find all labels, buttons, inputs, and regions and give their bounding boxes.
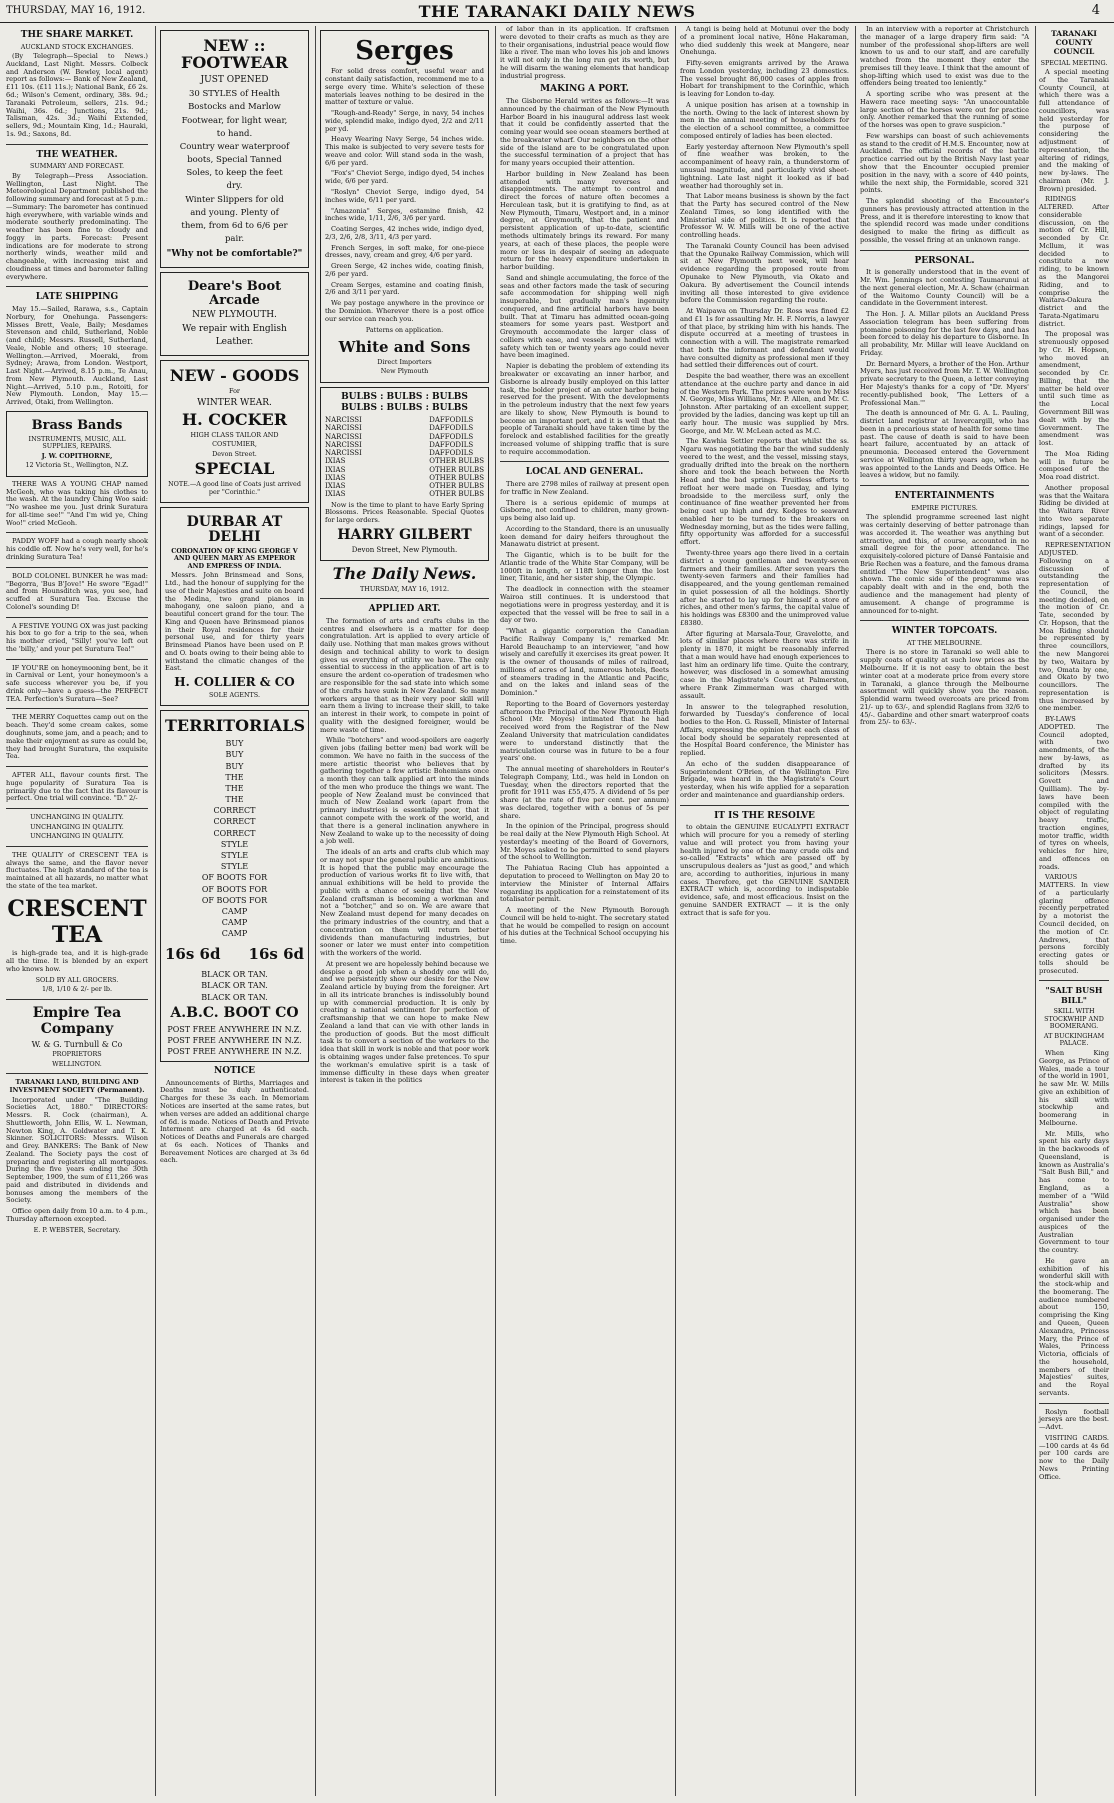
applied-art-para: At present we are hopelessly behind because we despise a good job when a shoddy one will do, and we persistently show our desire for the New Zealand article by buying from the foreigner. Art in all its intricate branches is indissolubly bound up with commercial production. It is only by creating a national sentiment for perfection of craftsmanship that we can hope to make New Zealand a land that can vie with other lands in the production of goods. But the most difficult task is to convert a section of the workers to the idea that skill in work is noble and that poor work is obtaining wages under false pretences. To spur the workman's emulative spirit is a task of immense difficulty in these days when greater interest is taken in the politics	[320, 959, 489, 1085]
bulb-item: IXIAS	[325, 457, 346, 466]
word: THE	[225, 783, 244, 793]
daily-news-nameplate: The Daily News.	[332, 563, 477, 583]
news-para: A sporting scribe who was present at the Hawera race meeting says: "An unaccountable large section of the horses were out for practice only. Another remarked that the running of some of the horses was open to grave suspicion."	[860, 90, 1029, 130]
news-para: Early yesterday afternoon New Plymouth's spell of fine weather was broken, to the accompaniment of heavy rain, a thunderstorm of unusual magnitude, and particularly vivid sheet-lightning. Late last night it looked as if bad weather had thoroughly set in.	[680, 142, 849, 190]
news-para: In answer to the telegraphed resolution, forwarded by Tuesday's conference of local bodies to the Hon. G. Russell, Minister of Internal Affairs, expressing the opinion that each class of local body should be separately represented at the Hospital Board conference, the Minister has replied.	[680, 702, 849, 758]
share-market-body: (By Telegraph—Special to News.) Auckland, Last Night. Messrs. Colbeck and Anderson (W. Bewley, local agent) report as follows:— Bank of New Zealand, £11 10s. (£11 11s.); National Bank, £6 2s. 6d.; Wilson's Cement, ordinary, 38s. 9d.; Taranaki Petroleum, sellers, 21s. 9d.; Waihi, 36s. 6d.; Junctions, 21s. 9d.; Talisman, 42s. 3d.; Waihi Extended, sellers, 9d.; Mountain King, 1d.; Hauraki, 1s. 9d.; Saxons, 8d.	[6, 52, 148, 138]
divider	[6, 567, 148, 568]
local-para: The Gigantic, which is to be built for the Atlantic trade of the White Star Company, will be 1000ft in length, or 118ft longer than the lost liner, Titanic, and her sister ship, the Olympic.	[500, 551, 669, 583]
territorials-prices	[165, 944, 304, 966]
footwear-line: to hand.	[216, 128, 253, 139]
bulb-item: OTHER BULBS	[429, 482, 484, 491]
bulb-item: OTHER BULBS	[429, 490, 484, 499]
news-para: At Waipawa on Thursday Dr. Ross was fined £2 and £1 1s for assaulting Mr. H. F. Norris, a lawyer of that place, by striking him with his hands. The dispute occurred at a meeting of trustees in connection with a will. The magistrate remarked that both the informant and defendant would have consulted dignity as professional men if they had settled their differences out of court.	[680, 307, 849, 370]
serge-item: "Rough-and-Ready" Serge, in navy, 54 inches wide, splendid make, indigo dyed, 2/2 and 2/11 per yd.	[325, 109, 484, 133]
footwear-line: and young. Plenty of	[190, 207, 279, 218]
shipping-body: May 15.—Sailed, Rarawa, s.s., Captain Norbury, for Onehunga. Passengers: Misses Brett, Veale, Baily; Mesdames Stevenson and child, Sutherland, Noble (and child); Messrs. Russell, Sutherland, Veale, Noble and others; 10 steerage. Wellington.—Arrived, Moeraki, from Sydney; Arawa, from London. Westport, Last Night.—Arrived, 8.15 p.m., Te Anau, from New Plymouth. Auckland, Last Night.—Arrived, 5.10 p.m., Rotoiti, for New Plymouth. London, May 15.—Arrived, Otaki, from Wellington.	[6, 305, 148, 407]
county-para: The Moa Riding will in future be composed of the Moa road district.	[1039, 449, 1109, 482]
footwear-ad	[160, 30, 309, 268]
entertainments-heading: ENTERTAINMENTS	[894, 491, 995, 502]
color-line: BLACK OR TAN.	[201, 970, 268, 980]
serge-item: "Fox's" Cheviot Serge, indigo dyed, 54 inches wide, 6/6 per yard.	[325, 169, 484, 186]
deare-leather: Leather.	[215, 337, 254, 348]
news-para: A unique position has arisen at a township in the north. Owing to the lack of interest shown by men in the annual meeting of householders for the election of a school committee, a committee composed entirely of ladies has been elected.	[680, 100, 849, 140]
news-para: An echo of the sudden disappearance of Superintendent O'Brien, of the Wellington Fire Brigade, was heard in the Magistrate's Court yesterday, when his wife applied for a separation order and maintenance and guardianship orders.	[680, 759, 849, 799]
divider	[6, 1073, 148, 1074]
visiting-cards-advt: VISITING CARDS.—100 cards at 4s 6d per 100 cards are now to the Daily News Printing Office.	[1039, 1433, 1109, 1481]
divider	[6, 617, 148, 618]
news-para: Despite the bad weather, there was an excellent attendance at the euchre party and dance in aid of the Western Park. The prizes were won by Miss N. George, Miss Williams, Mr. P. Allen, and Mr. C. Johnston. After partaking of an excellent supper, provided by the ladies, dancing was kept up till an early hour. The music was supplied by Mrs. George, and Mr. W. McLean acted as M.C.	[680, 372, 849, 435]
bulb-item: DAFFODILS	[429, 440, 474, 449]
footwear-line: Winter Slippers for old	[185, 194, 284, 205]
news-para: Few warships can boast of such achievements as stand to the credit of H.M.S. Encounter, now at Auckland. The official records of the battle practice carried out by the British Navy last year show that the Encounter occupied premier position in the navy, with a score of 440 points, while the next ship, the Formidable, scored 321 points.	[860, 131, 1029, 195]
bulb-item: OTHER BULBS	[429, 457, 484, 466]
harry-gilbert-title: HARRY GILBERT	[337, 526, 472, 543]
suratura-snippet: A FESTIVE YOUNG OX was just packing his box to go for a trip to the sea, when his mother cried, "Silly! you've left out the 'billy,' and your pet Suratura Tea!"	[6, 621, 148, 653]
cocker-title: NEW - GOODS	[169, 365, 300, 385]
applied-art-para: While "botchers" and wood-spoilers are eagerly given jobs (failing better men) bad work will be common. We have no faith in the success of the mere artistic theorist who believes that by gathering together a few artistic Bohemians once a month they can talk applied art into the minds of the men who produce the things we want. The people of New Zealand must be convinced that much of New Zealand work (apart from the primary industries) is essentially poor, that it cannot compete with the work of the world, and that there is a general inclination anywhere in New Zealand to wake up to the necessity of doing a job well.	[320, 736, 489, 846]
county-council-sub: SPECIAL MEETING.	[1040, 58, 1108, 67]
divider	[6, 708, 148, 709]
county-para: Another proposal was that the Waitara Riding be divided at the Waitara River into two separate ridings, lapsed for want of a seconder.	[1039, 483, 1109, 539]
cocker-note: NOTE.—A good line of Coats just arrived per "Corinthic."	[168, 480, 301, 496]
word: OF BOOTS FOR	[201, 884, 268, 894]
county-para: A special meeting of the Taranaki County Council, at which there was a full attendance of councillors, was held yesterday for the purpose of considering the adjustment of representation, the altering of ridings, and the making of new by-laws. The chairman (Mr. J. Brown) presided.	[1039, 68, 1109, 193]
divider	[1039, 980, 1109, 981]
price: 16s 6d	[165, 944, 221, 963]
divider	[860, 250, 1029, 251]
empire-tea-city: WELLINGTON.	[52, 1059, 102, 1068]
news-para: Twenty-three years ago there lived in a certain district a young gentleman and twenty-seven farmers and their families. After seven years the twenty-seven farmers and their families had disappeared, and the young gentleman remained in quiet possession of all the holdings. Shortly after he started to lay up for himself a store of riches, and other men's farms, the capital value of his holdings was £8300 and the unimproved value £8380.	[680, 549, 849, 627]
personal-para: It is generally understood that in the event of Mr. Wm. Jennings not contesting Taumarunui at the next general election, Mr. A. Schaw (chairman of the Waitomo County Council) will be a candidate in the Government interest.	[860, 268, 1029, 308]
territorials-title: TERRITORIALS	[165, 716, 306, 736]
abc-boot-title: A.B.C. BOOT CO	[170, 1004, 299, 1021]
cocker-trade2: COSTUMIER,	[212, 440, 257, 449]
divider	[6, 286, 148, 287]
bulb-item: IXIAS	[325, 465, 346, 474]
bulb-item: IXIAS	[325, 482, 346, 491]
local-para: The annual meeting of shareholders in Reuter's Telegraph Company, Ltd., was held in London on Tuesday, when the directors reported that the profit for 1911 was £55,475. A dividend of 5s per share (at the rate of five per cent. per annum) was declared, together with a bonus of 5s per share.	[500, 765, 669, 820]
durbar-agent: H. COLLIER & CO	[174, 675, 295, 690]
crescent-body: is high-grade tea, and it is high-grade all the time. It is blended by an expert who knows how.	[6, 949, 148, 974]
column-4	[495, 26, 673, 1796]
suratura-snippet: IF YOU'RE on honeymooning bent, be it in Carnival or Lent, your honeymoon's a safe success wherever you be, if you drink only—have a guess—the PERFECT TEA. Perfection's Suratura—See?	[6, 663, 148, 703]
serge-item: Heavy Wearing Navy Serge, 54 inches wide. This make is subjected to very severe tests for weave and color. Will stand soda in the wash, 6/6 per yard.	[325, 135, 484, 167]
salt-bush-para: When King George, as Prince of Wales, made a tour of the world in 1901, he saw Mr. W. Mills give an exhibition of his skill with stockwhip and boomerang in Melbourne.	[1039, 1048, 1109, 1127]
empire-tea-title: Empire Tea Company	[32, 1004, 122, 1038]
durbar-ad	[160, 507, 309, 706]
column-1	[2, 26, 152, 1796]
footwear-line: dry.	[226, 181, 243, 192]
column-5	[675, 26, 853, 1796]
weather-body: By Telegraph—Press Association. Wellington, Last Night. The Meteorological Department published the following summary and forecast at 5 p.m.:—Summary: The barometer has continued high everywhere, with variable winds and moderate southerly predominating. The weather has been fine to cloudy and foggy in parts. Forecast: Present indications are for moderate to strong northerly winds, weather mild and changeable, with increasing mist and cloudiness at times and barometer falling everywhere.	[6, 171, 148, 281]
serge-item: Cream Serges, estamine and coating finish, 2/6 and 3/11 per yard.	[325, 280, 484, 297]
personal-para: The death is announced of Mr. G. A. L. Pauling, district land registrar at Invercargill, who has been in a precarious state of health for some time past. The cause of death is said to have been heart failure, accentuated by an attack of pneumonia. Deceased entered the Government service at Wellington thirty years ago, when he was appointed to the Lands and Deeds Office. He leaves a widow, but no family.	[860, 409, 1029, 480]
empire-tea-role: PROPRIETORS	[52, 1050, 102, 1059]
suratura-snippet: PADDY WOFF had a cough nearly shook his coddle off. Now he's very well, for he's drinking Suratura Tea!	[6, 537, 148, 561]
county-para: VARIOUS MATTERS. In view of a particularly glaring offence recently perpetrated by a motorist the Council decided, on the motion of Cr. Andrews, that persons forcibly erecting gates or tolls should be prosecuted.	[1039, 873, 1109, 975]
footwear-line: 30 STYLES of Health	[188, 89, 281, 100]
personal-para: Dr. Bernard Myers, a brother of the Hon. Arthur Myers, has just received from Mr. T. W. Wellington private secretary to the Queen, a letter conveying Her Majesty's thanks for a copy of "Dr. Myers' recently-published book, 'The Letters of a Professional Man.'"	[860, 359, 1029, 407]
footwear-line: Bostocks and Marlow	[188, 102, 281, 113]
word: OF BOOTS FOR	[201, 895, 268, 905]
local-para: A meeting of the New Plymouth Borough Council will be held to-night. The secretary stated that he would be compelled to resign on account of his duties at the Technical School occupying his time.	[500, 906, 669, 946]
share-market-subheading: AUCKLAND STOCK EXCHANGES.	[20, 42, 134, 51]
divider	[6, 999, 148, 1000]
unchanging-line: UNCHANGING IN QUALITY.	[30, 822, 124, 831]
shipping-heading: LATE SHIPPING	[35, 292, 119, 303]
empire-tea-sub: W. & G. Turnbull & Co	[31, 1039, 123, 1049]
resolve-body: to obtain the GENUINE EUCALYPTI EXTRACT which will procure for you a remedy of sterling value and will protect you from having your health injured by one of the many crude oils and so-called "Extracts" which are passed off by unscrupulous dealers as "just as good," and which are, according to authorities, injurious in many cases. Therefore, get the GENUINE SANDER EXTRACT which is, according to indisputable evidence, safe, and most efficacious. Insist on the genuine SANDER EXTRACT — it is the only extract that is safe for you.	[680, 823, 849, 917]
serge-item: Green Serge, 42 inches wide, coating finish, 2/6 per yard.	[325, 262, 484, 278]
local-general-heading: LOCAL AND GENERAL.	[525, 467, 644, 478]
divider	[320, 598, 489, 599]
word: BUY	[225, 761, 244, 771]
cocker-name: H. COCKER	[181, 409, 288, 429]
footwear-just: JUST OPENED	[200, 74, 269, 85]
serge-item: "Roslyn" Cheviot Serge, indigo dyed, 54 inches wide, 6/11 per yard.	[325, 188, 484, 204]
footwear-line: Country wear waterproof	[179, 141, 290, 152]
color-line: BLACK OR TAN.	[201, 992, 268, 1002]
news-para: The Kawhia Settler reports that whilst the ss. Ngaru was negotiating the bar the wind suddenly veered to the west, and the vessel, missing stays, gradually drifted into the break on the northern shore and took the beach between the North Head and the bad springs. Fruitless efforts to refloat her were made on Tuesday, and lying broadside to the merciless surf, only the continuance of fine weather prevented her from being cast up high and dry. Kedges to seaward enabled her to be turned to the breakers on Wednesday morning, but as the tides were falling, fifty opportunity was afforded for a successful effort.	[680, 437, 849, 547]
brass-bands-ad	[6, 411, 148, 477]
deare-repair: We repair with English	[182, 323, 287, 334]
port-para: Sand and shingle accumulating, the force of the seas and other factors made the task of securing safe accommodation for shipping well nigh insuperable, but gradually man's ingenuity conquered, and fine artificial harbors have been built. That at Timaru has admitted ocean-going steamers for some years past. Westport and Greymouth accommodate the larger class of colliers with ease, and vessels are handled with safety which ten or twenty years ago could never have been imagined.	[500, 273, 669, 360]
local-para: "What a gigantic corporation the Canadian Pacific Railway Company is," remarked Mr. Harold Beauchamp to an interviewer, "and how wisely and carefully it exercises its great power. It is the owner of thousands of miles of railroad, millions of acres of land, numerous hotels, fleets of steamers trading in the Atlantic and Pacific, and on the lakes and inland seas of the Dominion."	[500, 627, 669, 698]
cocker-street: Devon Street.	[212, 449, 257, 458]
serges-postage: We pay postage anywhere in the province or the Dominion. Wherever there is a post office our service can reach you.	[325, 299, 484, 323]
suratura-snippet: BOLD COLONEL BUNKER he was mad: "Begorra, 'Bus B'Jove!" He swore "Egad!" and from Hounsditch was, you see, had scuffed at Suratura Tea. Excuse the Colonel's sounding D!	[6, 571, 148, 611]
serge-item: Coating Serges, 42 inches wide, indigo dyed, 2/3, 2/6, 2/8, 3/11, 4/3 per yard.	[325, 225, 484, 241]
issue-date: THURSDAY, MAY 16, 1912.	[6, 5, 146, 16]
footwear-line: Soles, to keep the feet	[186, 168, 283, 179]
weather-heading: THE WEATHER.	[36, 149, 118, 160]
divider	[680, 805, 849, 806]
news-para: Fifty-seven emigrants arrived by the Arawa from London yesterday, including 23 domestics. The vessel brought 86,000 cases of apples from Hobart for transhipment to the Corinthic, which is leaving for London to-day.	[680, 59, 849, 99]
bulb-item: NARCISSI	[325, 424, 362, 433]
crescent-prices: 1/8, 1/10 & 2/- per lb.	[42, 985, 112, 994]
suratura-snippet: THERE WAS A YOUNG CHAP named McGeoh, who was taking his clothes to the wash. At the laundry Ching Woo said: "No washee me you. Just drink Suratura for all-time see!" "And I'm wid ye, Ching Woo!" cried McGeoh.	[6, 479, 148, 527]
durbar-title: DURBAR AT DELHI	[186, 514, 283, 545]
applied-art-heading: APPLIED ART.	[368, 604, 441, 615]
white-sons-title: White and Sons	[338, 338, 471, 357]
news-para: That Labor means business is shown by the fact that the Party has secured control of the New Zealand Times, so long identified with the Ministerial side of politics. It is reported that Professor W. W. Mills will be one of the active controlling heads.	[680, 192, 849, 240]
word: CORRECT	[213, 828, 256, 838]
serges-ad	[320, 30, 489, 383]
county-para: The proposal was strenuously opposed by Cr. H. Hopson, who moved an amendment, seconded by Cr. Billing, that the matter be held over until such time as the Local Government Bill was dealt with by the Government. The amendment was lost.	[1039, 330, 1109, 448]
notice-body: Announcements of Births, Marriages and Deaths must be duly authenticated. Charges for these 3s each. In Memoriam Notices are inserted at the same rates, but when verses are added an additional charge of 6d. is made. Notices of Death and Private Interment are charged at 4s 6d each. Notices of Deaths and Funerals are charged at 6s each. Notices of Thanks and Bereavement Notices are charged at 3s 6d each.	[160, 1078, 309, 1165]
bulb-item: NARCISSI	[325, 432, 362, 441]
word: STYLE	[220, 862, 249, 872]
brass-bands-line: INSTRUMENTS, MUSIC, ALL SUPPLIES, REPAIRS.	[28, 434, 126, 451]
bulb-item: DAFFODILS	[429, 449, 474, 458]
divider	[6, 659, 148, 660]
serges-intro: For solid dress comfort, useful wear and constant daily satisfaction, recommend me to a serge every time. White's selection of these materials leaves nothing to be desired in the matter of texture or value.	[325, 67, 484, 107]
personal-para: The Hon. J. A. Millar pilots an Auckland Press Association telegram has been suffering from ptomaine poisoning for the last few days, and has been forced to delay his departure to Gisborne. In all probability, Mr. Millar will leave Auckland on Friday.	[860, 310, 1029, 357]
footwear-line: pair.	[224, 234, 245, 245]
divider	[500, 461, 669, 462]
white-sons-sub: Direct Importers	[377, 357, 432, 366]
crescent-intro: THE QUALITY of CRESCENT TEA is always the same, and the flavor never fluctuates. The high standard of the tea is maintained at all hazards, no matter what the state of the tea market.	[6, 850, 148, 890]
serges-title: Serges	[355, 36, 454, 66]
share-market-heading: THE SHARE MARKET.	[20, 30, 134, 40]
divider	[6, 532, 148, 533]
bulb-item: NARCISSI	[325, 440, 362, 449]
masthead	[0, 0, 1114, 23]
crescent-tea-title: CRESCENT TEA	[7, 895, 147, 948]
land-bank-heading: TARANAKI LAND, BUILDING AND INVESTMENT SOCIETY (Permanent).	[9, 1078, 145, 1094]
post-line: POST FREE ANYWHERE IN N.Z.	[167, 1035, 302, 1045]
topcoats-sub: AT THE MELBOURNE.	[906, 638, 983, 647]
serge-item: French Serges, in soft make, for one-piece dresses, navy, cream and grey, 4/6 per yard.	[325, 243, 484, 260]
footwear-tagline: "Why not be comfortable?"	[166, 249, 303, 260]
divider	[6, 144, 148, 145]
page-number: 4	[1091, 3, 1100, 18]
column-6	[855, 26, 1033, 1796]
cocker-trade: HIGH CLASS TAILOR AND	[190, 430, 279, 439]
color-line: BLACK OR TAN.	[201, 981, 268, 991]
land-bank-body: Incorporated under "The Building Societies Act, 1880." DIRECTORS: Messrs. R. Cock (chairman), A. Shuttleworth, John Ellis, W. L. Newman, Newton King, A. Goldwater and T. K. Skinner. SOLICITORS: Messrs. Wilson and Grey. BANKERS: The Bank of New Zealand. The Society pays the cost of preparing and registering all mortgages. During the five years ending the 30th September, 1909, the sum of £11,266 was paid and distributed in dividends and bonuses among the members of the Society.	[6, 1095, 148, 1205]
salt-bush-para: Mr. Mills, who spent his early days in the backwoods of Queensland, is known as Australia's "Salt Bush Bill," and has come to England, as a member of a "Wild Australia" show which has been organised under the auspices of the Australian Government to tour the country.	[1039, 1129, 1109, 1255]
port-para: Napier is debating the problem of extending its breakwater or excavating an inner harbor, and Gisborne is already busily employed on this latter task, the bolder project of an outer harbor being reserved for the present. With the developments in the petroleum industry that the next few years are likely to show, New Plymouth is bound to become an important port, and it is well that the people of Taranaki should have taken time by the forelock and established facilities for the greatly increased volume of shipping traffic that is sure to require accommodation.	[500, 362, 669, 456]
white-sons-city: New Plymouth	[380, 367, 429, 376]
topcoats-heading: WINTER TOPCOATS.	[891, 626, 998, 637]
roslyn-advt: Roslyn football jerseys are the best.—Advt.	[1039, 1407, 1109, 1432]
news-para: A tangi is being held at Motunui over the body of a prominent local native, Hōne Hakaraman, who died suddenly this week at Mangere, near Onehunga.	[680, 26, 849, 57]
column-7	[1035, 26, 1112, 1796]
salt-bush-heading: "SALT BUSH BILL"	[1045, 985, 1103, 1005]
applied-art-continuation: of labor than in its application. If craftsmen were devoted to their crafts as much as they are to their organisations, industrial peace would flow like a river. The man who loves his job and knows it will not only in the long run get its worth, but he will disarm the waning elements that handicap industrial progress.	[500, 26, 669, 80]
news-para: The Taranaki County Council has been advised that the Opunake Railway Commission, which will sit at New Plymouth next week, will hear evidence regarding the proposed route from Opunake to New Plymouth, via Okato and Oakura. By advertisement the Council intends inviting all those interested to give evidence before the Commission regarding the route.	[680, 241, 849, 305]
bulb-item: NARCISSI	[325, 449, 362, 458]
column-3	[315, 26, 493, 1796]
resolve-heading: IT IS THE RESOLVE	[714, 810, 815, 821]
word: CAMP	[221, 906, 248, 916]
durbar-sole: SOLE AGENTS.	[209, 690, 260, 699]
bulb-item: IXIAS	[325, 490, 346, 499]
land-bank-office: Office open daily from 10 a.m. to 4 p.m., Thursday afternoon excepted.	[6, 1207, 148, 1224]
entertainments-body: The splendid programme screened last night was certainly deserving of better patronage than was accorded it. The weather was anything but attractive, and this, of course, accounted in no small degree for the poor attendance. The exquisitely-colored picture of Dansé Fantaisie and Brie Rechen was a feature, and the famous drama entitled "The New Superintendent" was also shown. The comic side of the programme was capably dealt with and in the end, both the audience and the management had plenty of amusement. A change of programme is announced for to-night.	[860, 513, 1029, 615]
word: STYLE	[220, 839, 249, 849]
news-para: The splendid shooting of the Encounter's gunners has previously attracted attention in the Press, and it is therefore interesting to know that the splendid record was made under conditions designed to make the firing as difficult as possible, the vessel firing at an unknown range.	[860, 197, 1029, 244]
word: OF BOOTS FOR	[201, 873, 268, 883]
applied-art-para: The ideals of an arts and crafts club which may or may not spur the general public are ambitious. It is hoped that the public may encourage the production of various works fit to live with, that annual exhibitions will be held to provide the public with a chance of seeing that the New Zealand craftsman is becoming a workman and not a "botcher," and so on. We are aware that New Zealand must depend for many decades on the primary industries of the country, and that a concentration on them will return better dividends than manufacturing industries, but sooner or later we must enter into competition with the workers of the world.	[320, 848, 489, 958]
weather-subheading: SUMMARY AND FORECAST.	[29, 162, 125, 171]
footwear-title: NEW :: FOOTWEAR	[180, 36, 288, 72]
price: 16s 6d	[248, 944, 304, 963]
word: THE	[225, 772, 244, 782]
cocker-ad	[160, 360, 309, 503]
post-line: POST FREE ANYWHERE IN N.Z.	[167, 1046, 302, 1056]
local-para: According to the Standard, there is an unusually keen demand for dairy heifers throughout the Manawatu district at present.	[500, 524, 669, 549]
local-para: There is a serious epidemic of mumps at Gisborne, not confined to children, many grown-ups being also laid up.	[500, 498, 669, 523]
bulbs-header: BULBS : BULBS : BULBS	[341, 402, 468, 413]
deare-ad	[160, 272, 309, 356]
salt-bush-sub: SKILL WITH STOCKWHIP AND BOOMERANG.	[1044, 1007, 1104, 1031]
local-para: Reporting to the Board of Governors yesterday afternoon the Principal of the New Plymouth High School (Mr. Moyes) intimated that he had received word from the Registrar of the New Zealand University that matriculation candidates were to understand distinctly that the matriculation course was in future to be a four years' one.	[500, 699, 669, 763]
suratura-snippet: THE MERRY Coquettes camp out on the beach. They'd some cream cakes, some doughnuts, some jam, and a peach; and to make their enjoyment as sure as could be, they had brought Suratura, the exquisite Tea.	[6, 713, 148, 761]
bulb-item: NARCISSI	[325, 416, 362, 425]
divider	[6, 766, 148, 767]
footwear-line: them, from 6d to 6/6 per	[181, 220, 288, 231]
word: THE	[225, 795, 244, 805]
port-para: Harbor building in New Zealand has been attended with many reverses and disappointments. The attempt to control and direct the forces of nature often becomes a Herculean task, but it is gratifying to find, as at New Plymouth, Timaru, Westport and, in a minor degree, at Greymouth, that the patient and persistent application of up-to-date, scientific methods ultimately brings its reward. For many years, at each of these places, the people were more or less in despair of seeing an adequate return for the heavy expenditure undertaken in harbor building.	[500, 169, 669, 272]
port-para: The Gisborne Herald writes as follows:—It was announced by the chairman of the New Plymouth Harbor Board in his inaugural address last week that it could be confidently asserted that the coming year would see ocean steamers berthed at the breakwater wharf. Our neighbors on the other side of the island are to be congratulated upon the successful termination of a project that has for many years occupied their attention.	[500, 96, 669, 168]
local-para: There are 2798 miles of railway at present open for traffic in New Zealand.	[500, 480, 669, 496]
footwear-line: boots, Special Tanned	[187, 155, 282, 166]
news-para: In an interview with a reporter at Christchurch the manager of a large drapery firm said: "A number of the professional shop-lifters are well known to us and to our staff, and are carefully watched from the moment they enter the premises till they leave. I think that the amount of shop-lifting which used to exist was due to the offenders being treated too leniently."	[860, 26, 1029, 88]
crescent-sold: SOLD BY ALL GROCERS.	[35, 975, 119, 984]
salt-bush-sub: AT BUCKINGHAM PALACE.	[1043, 1031, 1105, 1048]
entertainments-sub: EMPIRE PICTURES.	[911, 503, 978, 512]
deare-city: NEW PLYMOUTH.	[192, 310, 277, 321]
brass-bands-title: Brass Bands	[31, 418, 123, 434]
durbar-sub: CORONATION OF KING GEORGE V AND QUEEN MARY AS EMPEROR AND EMPRESS OF INDIA.	[171, 546, 298, 570]
suratura-snippet: AFTER ALL, flavour counts first. The huge popularity of Suratura Tea is primarily due to the fact that its flavour is perfect. One trial will convince. "D." 2/-	[6, 771, 148, 803]
unchanging-line: UNCHANGING IN QUALITY.	[30, 813, 124, 822]
bulb-item: OTHER BULBS	[429, 465, 484, 474]
cocker-special: SPECIAL	[194, 459, 275, 479]
word: STYLE	[220, 851, 249, 861]
newspaper-title: THE TARANAKI DAILY NEWS	[418, 2, 696, 21]
bulb-item: IXIAS	[325, 473, 346, 482]
making-a-port-heading: MAKING A PORT.	[540, 84, 629, 95]
salt-bush-para: He gave an exhibition of his wonderful skill with the stock-whip and the boomerang. The audience numbered about 150, comprising the King and Queen, Queen Alexandra, Princess Mary, the Prince of Wales, Princess Victoria, officials of the household, members of their Majesties' suites, and the Royal servants.	[1039, 1256, 1109, 1397]
bulbs-left-list	[325, 416, 362, 499]
applied-art-para: The formation of arts and crafts clubs in the centres and elsewhere is a matter for deep congratulation. Art is applied to every article of daily use. Nothing that man makes grows without design and technical ability to work to design gives us everything of utility we have. The only essential to success in the application of art is to ensure the ardent co-operation of tradesmen who are responsible for the sad state into which some of the crafts have sunk in New Zealand. So many workers argue that as their very poor skill will earn them a living to increase their skill, to take an interest in their work, to compete in point of quality with the designed foreigner, would be mere waste of time.	[320, 616, 489, 734]
bulb-item: DAFFODILS	[429, 432, 474, 441]
territorials-words	[165, 738, 304, 939]
harry-gilbert-street: Devon Street, New Plymouth.	[351, 545, 458, 554]
county-para: BY-LAWS ADOPTED. The Council adopted, with two amendments, of the new by-laws, as drafted by its solicitors (Messrs. Govett and Quilliam). The by-laws have been compiled with the object of regulating heavy traffic, traction engines, motor traffic, width of tyres on wheels, vehicles for hire, and offences on roads.	[1039, 715, 1109, 871]
serges-patterns: Patterns on application.	[365, 325, 444, 334]
bulb-item: DAFFODILS	[429, 424, 474, 433]
daily-news-date: THURSDAY, MAY 16, 1912.	[360, 584, 449, 593]
local-para: In the opinion of the Principal, progress should be real daily at the New Plymouth High School. At yesterday's meeting of the Board of Governors, Mr. Moyes asked to be permitted to send players of the school to Wellington.	[500, 822, 669, 862]
bulbs-note: Now is the time to plant to have Early Spring Blossoms. Prices Reasonable. Special Quotes for large orders.	[325, 500, 484, 525]
cocker-for: For	[229, 386, 240, 395]
county-council-heading: TARANAKI COUNTY COUNCIL	[1051, 29, 1097, 56]
local-para: The deadlock in connection with the steamer Wairoa still continues. It is understood that negotiations were in progress yesterday, and it is expected that the vessel will be free to sail in a day or two.	[500, 585, 669, 625]
bulb-item: OTHER BULBS	[429, 473, 484, 482]
local-para: The Pahiatua Racing Club has appointed a deputation to proceed to Wellington on May 20 to interview the Minister of Internal Affairs regarding its application for a reinstatement of its totalisator permit.	[500, 864, 669, 904]
notice-heading: NOTICE	[214, 1066, 255, 1077]
word: CORRECT	[213, 806, 256, 816]
county-para: RIDINGS ALTERED. After considerable discussion, on the motion of Cr. Hill, seconded by Cr. Mcllum, it was decided to constitute a new riding, to be known as the Mangorei Riding, and to comprise the Waitara-Oakura district and the Tarata-Ngatimaru district.	[1039, 195, 1109, 328]
word: BUY	[225, 739, 244, 749]
deare-title: Deare's Boot Arcade	[187, 278, 282, 308]
word: BUY	[225, 750, 244, 760]
word: CAMP	[221, 918, 248, 928]
bulb-item: DAFFODILS	[429, 416, 474, 425]
divider	[6, 846, 148, 847]
column-2	[155, 26, 313, 1796]
personal-heading: PERSONAL.	[914, 255, 975, 266]
land-bank-secretary: E. P. WEBSTER, Secretary.	[33, 1225, 121, 1234]
bulbs-ad	[320, 387, 489, 561]
brass-bands-agent: J. W. COPITHORNE,	[41, 451, 113, 460]
post-line: POST FREE ANYWHERE IN N.Z.	[167, 1024, 302, 1034]
territorials-ad	[160, 710, 309, 1062]
divider	[860, 485, 1029, 486]
serge-item: "Amazonia" Serges, estamine finish, 42 inches wide, 1/11, 2/6, 3/6 per yard.	[325, 206, 484, 223]
unchanging-line: UNCHANGING IN QUALITY.	[30, 832, 124, 841]
brass-bands-address: 12 Victoria St., Wellington, N.Z.	[25, 461, 129, 470]
word: CAMP	[221, 929, 248, 939]
news-para: After figuring at Marsala-Tour, Gravelotte, and lots of similar places where there was strife in plenty in 1870, it might be reasonably inferred that a man would have had enough experiences to last him an ordinary life time. Quite the contrary, however, was disclosed in a somewhat amusing case in the Magistrate's Court at Palmerston, where Frank Zimmerman was charged with assault.	[680, 629, 849, 700]
bulbs-right-list	[429, 416, 484, 499]
topcoats-body: There is no store in Taranaki so well able to supply coats of quality at such low prices as the Melbourne. If it is not easy to obtain the best winter coat at a moderate price from every store in Taranaki, a glance through the Melbourne assortment will quickly show you the reason. Splendid warm tweed overcoats are priced from 21/- up to 63/-, and splendid Raglans from 32/6 to 45/-. Gabardine and other smart waterproof coats from 25/- to 63/-.	[860, 648, 1029, 727]
cocker-winter: WINTER WEAR.	[197, 398, 272, 409]
county-para: REPRESENTATION ADJUSTED. Following on a discussion of outstanding the representation of the Council, the meeting decided, on the motion of Cr. Tate, seconded by Cr. Hopson, that the Moa Riding should be represented by three councillors, the new Mangorei by two, Waitara by two, Omata by one, and Okato by two councillors. The representation is thus increased by one member.	[1039, 541, 1111, 713]
bulbs-header: BULBS : BULBS : BULBS	[341, 391, 468, 402]
word: CORRECT	[213, 817, 256, 827]
durbar-body: Messrs. John Brinsmead and Sons, Ltd., had the honour of supplying for the use of their Majesties and suite on board the Medina, two grand pianos in mahogany, one saloon piano, and a beautiful concert grand for the tour. The King and Queen have Brinsmead pianos in their Royal residences for their personal use, and for thirty years Brinsmead Pianos have been used on P. and O. boats owing to their being able to withstand the climatic changes of the East.	[165, 571, 304, 673]
divider	[860, 620, 1029, 621]
divider	[1039, 1403, 1109, 1404]
footwear-line: Footwear, for light wear,	[181, 115, 288, 126]
divider	[6, 808, 148, 809]
